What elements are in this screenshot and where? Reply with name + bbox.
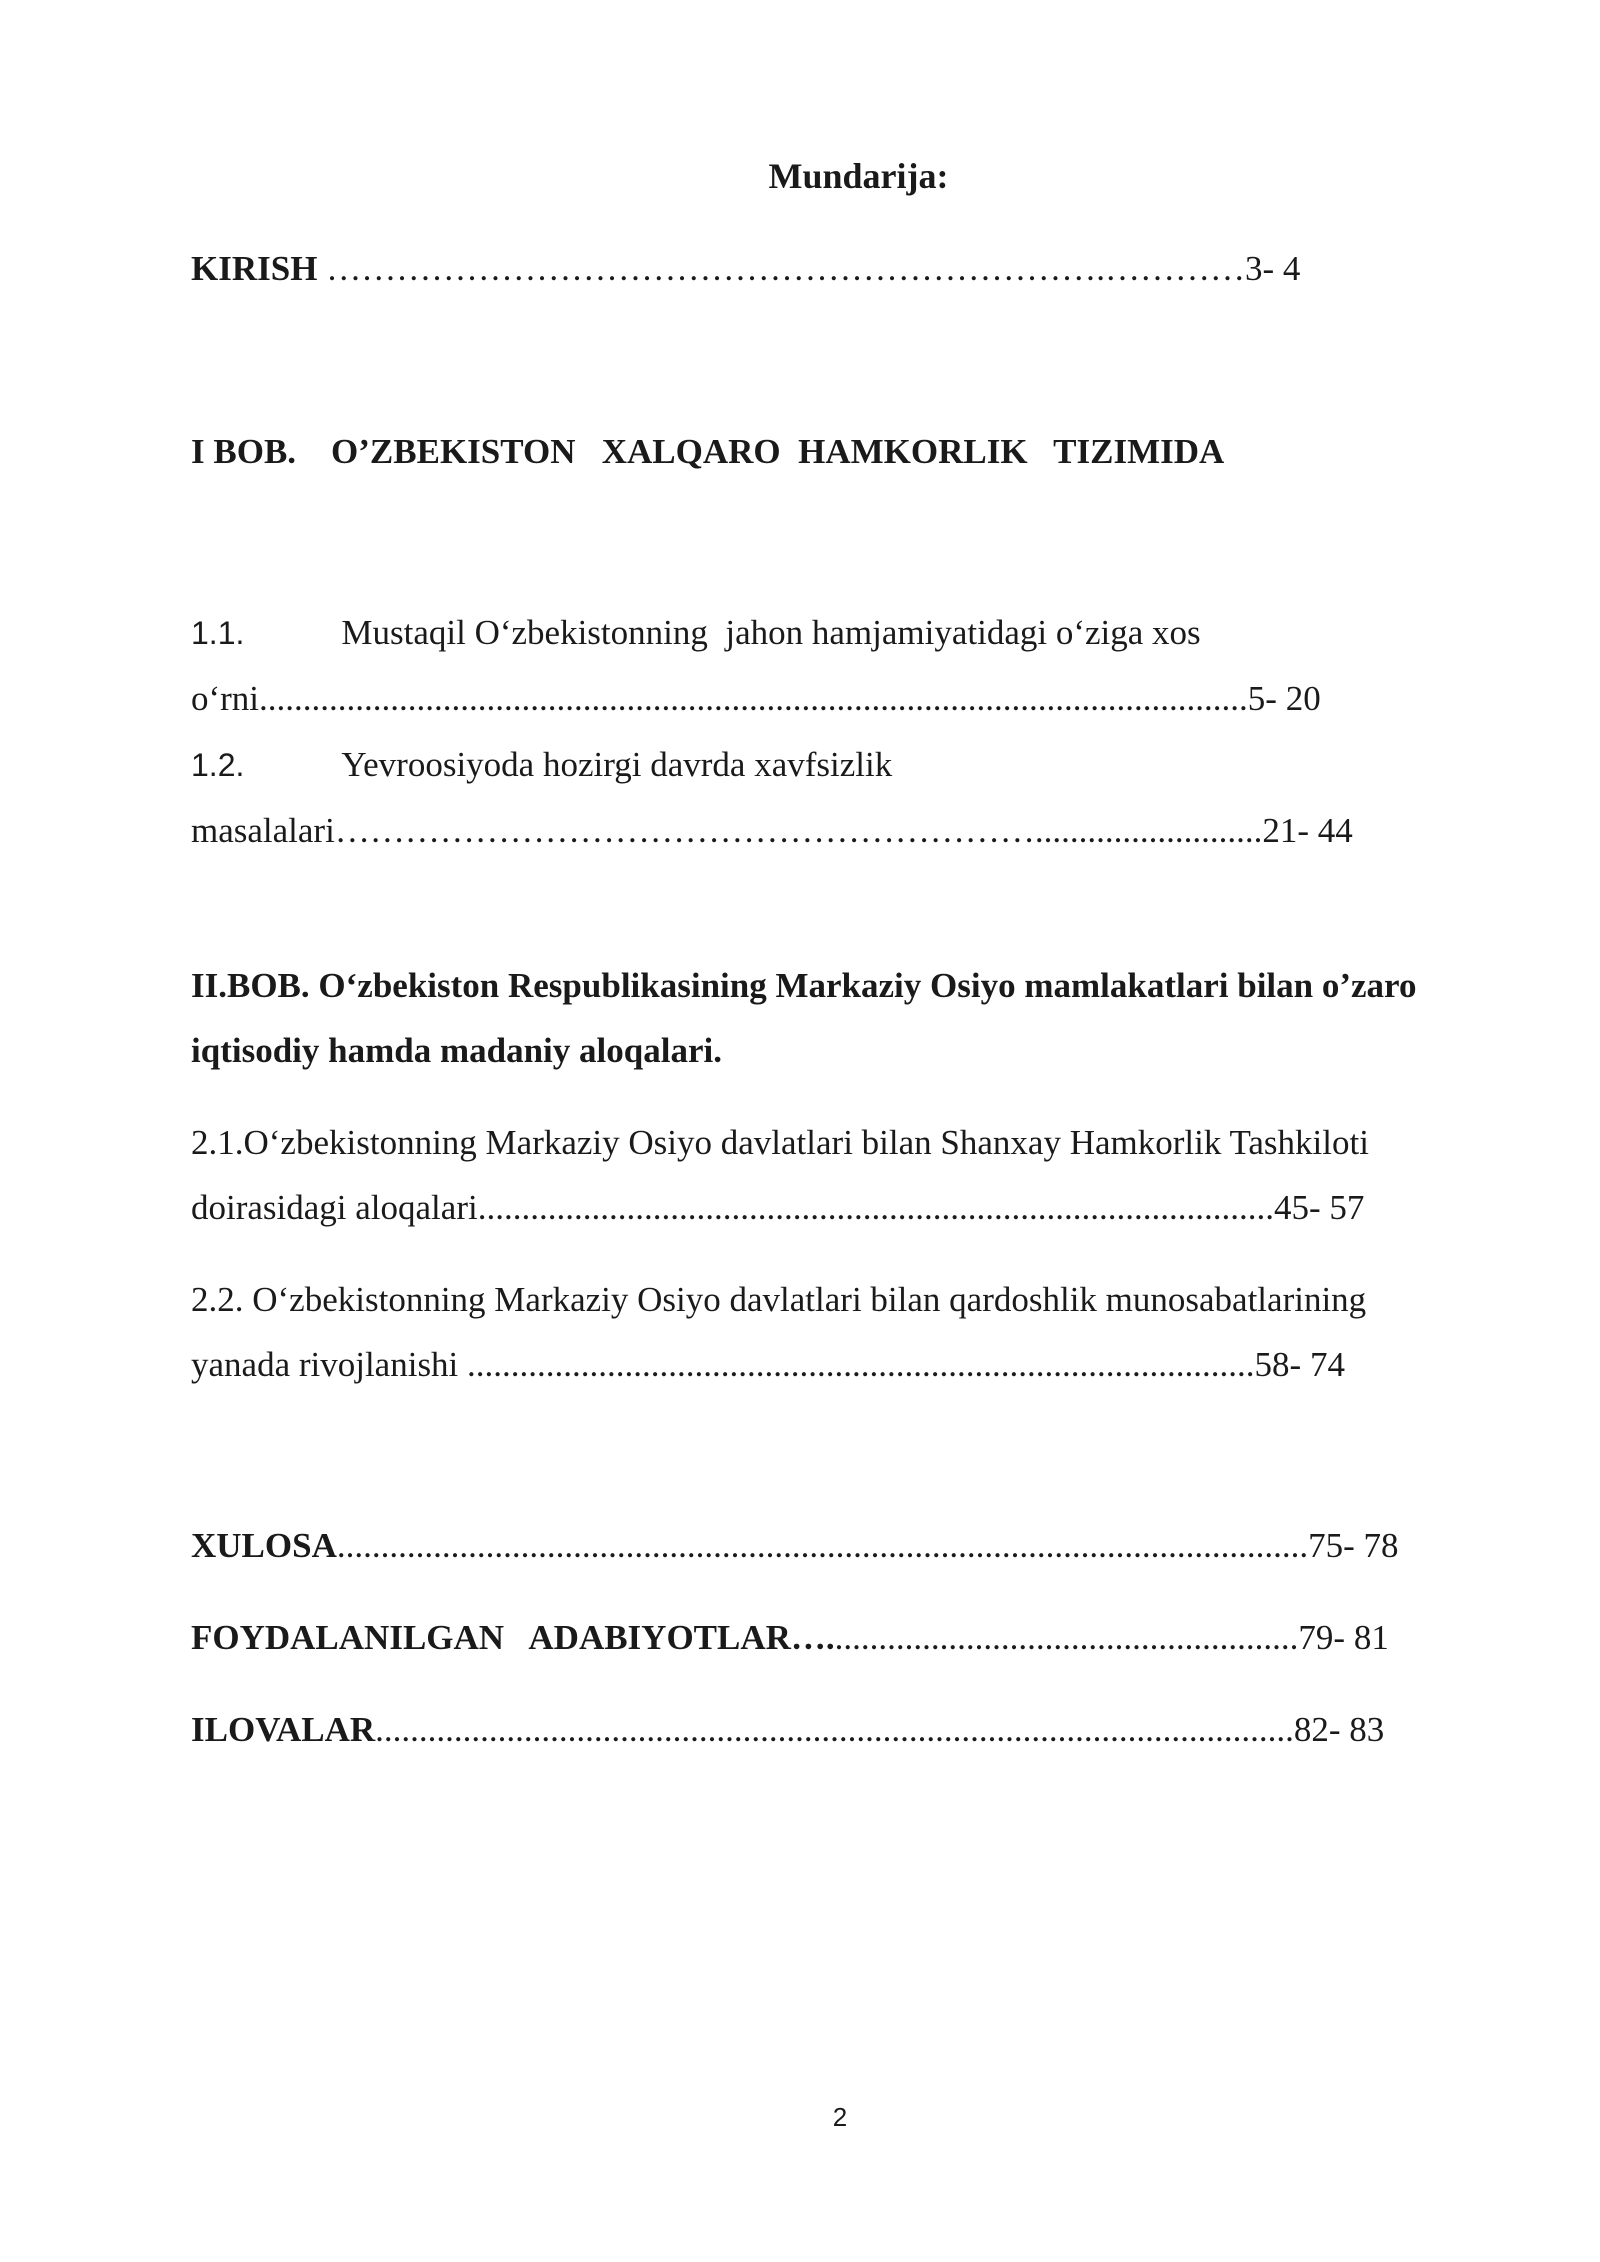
dot-leader: ..................................................... (834, 1618, 1299, 1657)
toc-entry-label: XULOSA (191, 1526, 337, 1565)
toc-entry-2-1: 2.1.O‘zbekistonning Markaziy Osiyo davlatlari bilan Shanxay Hamkorlik Tashkiloti (191, 1123, 1369, 1162)
toc-entry-1-2-continued (191, 813, 1353, 848)
chapter-2-title-line-2: iqtisodiy hamda madaniy aloqalari. (191, 1031, 722, 1070)
toc-entry-adabiyotlar (191, 1620, 1389, 1655)
section-title-continued: masalalari (191, 811, 335, 850)
toc-entry-xulosa (191, 1528, 1399, 1563)
toc-entry-2-2: 2.2. O‘zbekistonning Markaziy Osiyo davlatlari bilan qardoshlik munosabatlarining (191, 1280, 1367, 1319)
page-number: 2 (832, 2102, 848, 2132)
toc-entry-kirish (191, 251, 1300, 286)
toc-entry-1-1 (191, 615, 1201, 650)
page-range: 75- 78 (1308, 1526, 1399, 1565)
page-range: 21- 44 (1262, 811, 1353, 850)
page-range: 58- 74 (1254, 1345, 1345, 1384)
section-number: 1.1. (191, 615, 245, 651)
toc-entry-2-1-continued (191, 1190, 1364, 1225)
page-range: 45- 57 (1273, 1188, 1365, 1227)
toc-heading: Mundarija: (768, 156, 949, 196)
section-title: Mustaqil O‘zbekistonning jahon hamjamiyatidagi o‘ziga xos (341, 613, 1201, 652)
dot-leader: ................................................................................................................. (259, 679, 1248, 718)
dot-leader: …………………………………………………….......................... (334, 811, 1263, 850)
dot-leader: .......................................................................................... (458, 1345, 1255, 1384)
chapter-1-title: I BOB. O’ZBEKISTON XALQARO HAMKORLIK TIZIMIDA (191, 432, 1225, 471)
toc-entry-ilovalar (191, 1712, 1384, 1747)
dot-leader: ………………………………………………………….………… (317, 249, 1245, 288)
page-range: 3- 4 (1244, 249, 1301, 288)
section-title-continued: yanada rivojlanishi (191, 1345, 459, 1384)
section-title-continued: o‘rni (191, 679, 260, 718)
page-range: 82- 83 (1293, 1710, 1385, 1749)
section-title-continued: doirasidagi aloqalari (191, 1188, 478, 1227)
dot-leader: ............................................................................................................... (336, 1526, 1309, 1565)
toc-entry-label: ILOVALAR (191, 1710, 376, 1749)
toc-entry-label: KIRISH (191, 249, 318, 288)
chapter-2-title-line-1: II.BOB. O‘zbekiston Respublikasining Markaziy Osiyo mamlakatlari bilan o’zaro (191, 966, 1417, 1005)
toc-entry-label: FOYDALANILGAN ADABIYOTLAR…. (191, 1618, 835, 1657)
toc-entry-1-2 (191, 747, 892, 782)
section-number: 1.2. (191, 747, 245, 783)
dot-leader: ......................................................................................................... (375, 1710, 1294, 1749)
section-title: Yevroosiyoda hozirgi davrda xavfsizlik (341, 745, 893, 784)
toc-entry-2-2-continued (191, 1347, 1345, 1382)
page-range: 5- 20 (1247, 679, 1321, 718)
toc-entry-1-1-continued (191, 681, 1321, 716)
dot-leader: ........................................................................................... (477, 1188, 1274, 1227)
page-range: 79- 81 (1298, 1618, 1389, 1657)
